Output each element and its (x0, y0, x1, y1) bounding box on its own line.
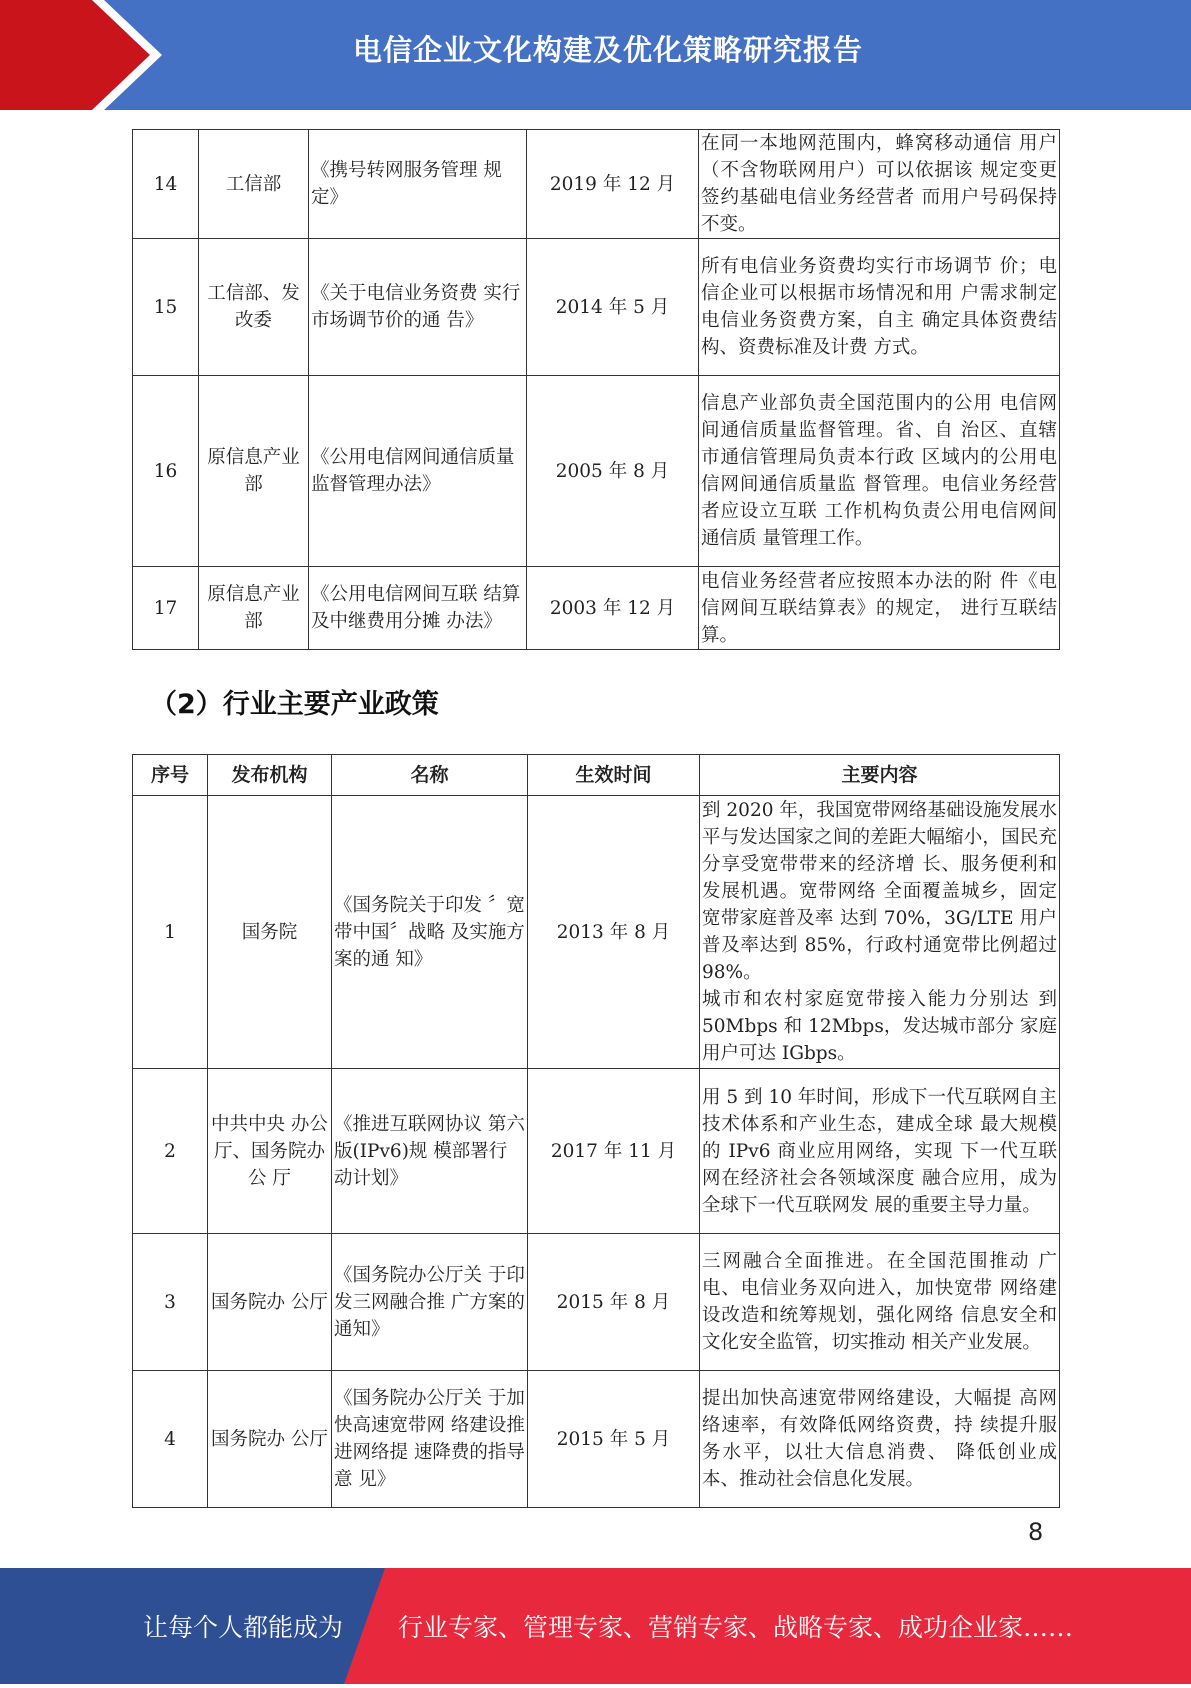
row-agency: 工信部、发改委 (199, 239, 309, 376)
regulations-table (132, 129, 1060, 650)
table-row (133, 567, 1060, 650)
table-row (133, 239, 1060, 376)
row-date: 2005 年 8 月 (527, 376, 699, 567)
row-number: 3 (133, 1234, 208, 1371)
row-name: 《国务院办公厅关 于加快高速宽带网 络建设推进网络提 速降费的指导意 见》 (332, 1371, 528, 1508)
row-number: 16 (133, 376, 199, 567)
row-content: 电信业务经营者应按照本办法的附 件《电信网间互联结算表》的规定， 进行互联结算。 (699, 567, 1060, 650)
header-agency: 发布机构 (208, 755, 332, 796)
page-header (0, 0, 1191, 110)
row-date: 2017 年 11 月 (528, 1069, 700, 1234)
row-content (700, 796, 1060, 1069)
row-number: 15 (133, 239, 199, 376)
table-row (133, 1234, 1060, 1371)
header-content: 主要内容 (700, 755, 1060, 796)
header-date: 生效时间 (528, 755, 700, 796)
table-row (133, 1069, 1060, 1234)
row-content: 信息产业部负责全国范围内的公用 电信网间通信质量监督管理。省、自 治区、直辖市通信管理局负责本行政 区域内的公用电信网间通信质量监 督管理。电信业务经营者应设立互联 工作机构负责公用电信网间通信质 量管理工作。 (699, 376, 1060, 567)
row-number: 1 (133, 796, 208, 1069)
row-agency: 中共中央 办公厅、国务院办公 厅 (208, 1069, 332, 1234)
page-footer (0, 1568, 1191, 1684)
row-date: 2015 年 5 月 (528, 1371, 700, 1508)
row-date: 2003 年 12 月 (527, 567, 699, 650)
document-title: 电信企业文化构建及优化策略研究报告 (352, 33, 863, 67)
row-content: 三网融合全面推进。在全国范围推动 广电、电信业务双向进入，加快宽带 网络建设改造和统筹规划，强化网络 信息安全和文化安全监管，切实推动 相关产业发展。 (700, 1234, 1060, 1371)
row-agency: 国务院办 公厅 (208, 1371, 332, 1508)
row-content: 所有电信业务资费均实行市场调节 价；电信企业可以根据市场情况和用 户需求制定电信业务资费方案，自主 确定具体资费结构、资费标准及计费 方式。 (699, 239, 1060, 376)
content-paragraph: 城市和农村家庭宽带接入能力分别达 到 50Mbps 和 12Mbps，发达城市部分 家庭用户可达 IGbps。 (702, 989, 1057, 1064)
row-agency: 国务院办 公厅 (208, 1234, 332, 1371)
footer-slogan-right: 行业专家、管理专家、营销专家、战略专家、成功企业家…… (398, 1613, 1074, 1642)
row-agency: 国务院 (208, 796, 332, 1069)
table-row (133, 1371, 1060, 1508)
row-content: 在同一本地网范围内，蜂窝移动通信 用户（不含物联网用户）可以依据该 规定变更签约基础电信业务经营者 而用户号码保持不变。 (699, 130, 1060, 239)
footer-slogan-left: 让每个人都能成为 (143, 1613, 344, 1642)
row-content: 用 5 到 10 年时间，形成下一代互联网自主技术体系和产业生态，建成全球 最大规模的 IPv6 商业应用网络，实现 下一代互联网在经济社会各领域深度 融合应用，成为全球下一代互联网发 展的重要主导力量。 (700, 1069, 1060, 1234)
row-name: 《推进互联网协议 第六版(IPv6)规 模部署行动计划》 (332, 1069, 528, 1234)
row-name: 《公用电信网间通信质量监督管理办法》 (309, 376, 527, 567)
content-paragraph: 到 2020 年，我国宽带网络基础设施发展水平与发达国家之间的差距大幅缩小，国民充分享受宽带带来的经济增 长、服务便利和发展机遇。宽带网络 全面覆盖城乡，固定宽带家庭普及率 达到 70%，3G/LTE 用户普及率达到 85%，行政村通宽带比例超过 98%。 (702, 800, 1057, 983)
row-date: 2013 年 8 月 (528, 796, 700, 1069)
table-header-row (133, 755, 1060, 796)
row-number: 17 (133, 567, 199, 650)
row-agency: 原信息产业部 (199, 567, 309, 650)
row-date: 2014 年 5 月 (527, 239, 699, 376)
row-name: 《国务院办公厅关 于印发三网融合推 广方案的通知》 (332, 1234, 528, 1371)
row-number: 14 (133, 130, 199, 239)
row-agency: 工信部 (199, 130, 309, 239)
row-name: 《关于电信业务资费 实行市场调节价的通 告》 (309, 239, 527, 376)
row-name: 《携号转网服务管理 规定》 (309, 130, 527, 239)
row-number: 2 (133, 1069, 208, 1234)
row-date: 2015 年 8 月 (528, 1234, 700, 1371)
section-heading: （2）行业主要产业政策 (150, 689, 439, 720)
page-number: 8 (1028, 1518, 1044, 1546)
row-number: 4 (133, 1371, 208, 1508)
header-no: 序号 (133, 755, 208, 796)
row-name: 《公用电信网间互联 结算及中继费用分摊 办法》 (309, 567, 527, 650)
table-row (133, 376, 1060, 567)
row-content: 提出加快高速宽带网络建设，大幅提 高网络速率，有效降低网络资费，持 续提升服务水平，以壮大信息消费、 降低创业成本、推动社会信息化发展。 (700, 1371, 1060, 1508)
table-row (133, 130, 1060, 239)
row-name: 《国务院关于印发 〞宽带中国〞战略 及实施方案的通 知》 (332, 796, 528, 1069)
industry-policy-table (132, 754, 1060, 1508)
table-row (133, 796, 1060, 1069)
row-date: 2019 年 12 月 (527, 130, 699, 239)
row-agency: 原信息产业部 (199, 376, 309, 567)
header-name: 名称 (332, 755, 528, 796)
